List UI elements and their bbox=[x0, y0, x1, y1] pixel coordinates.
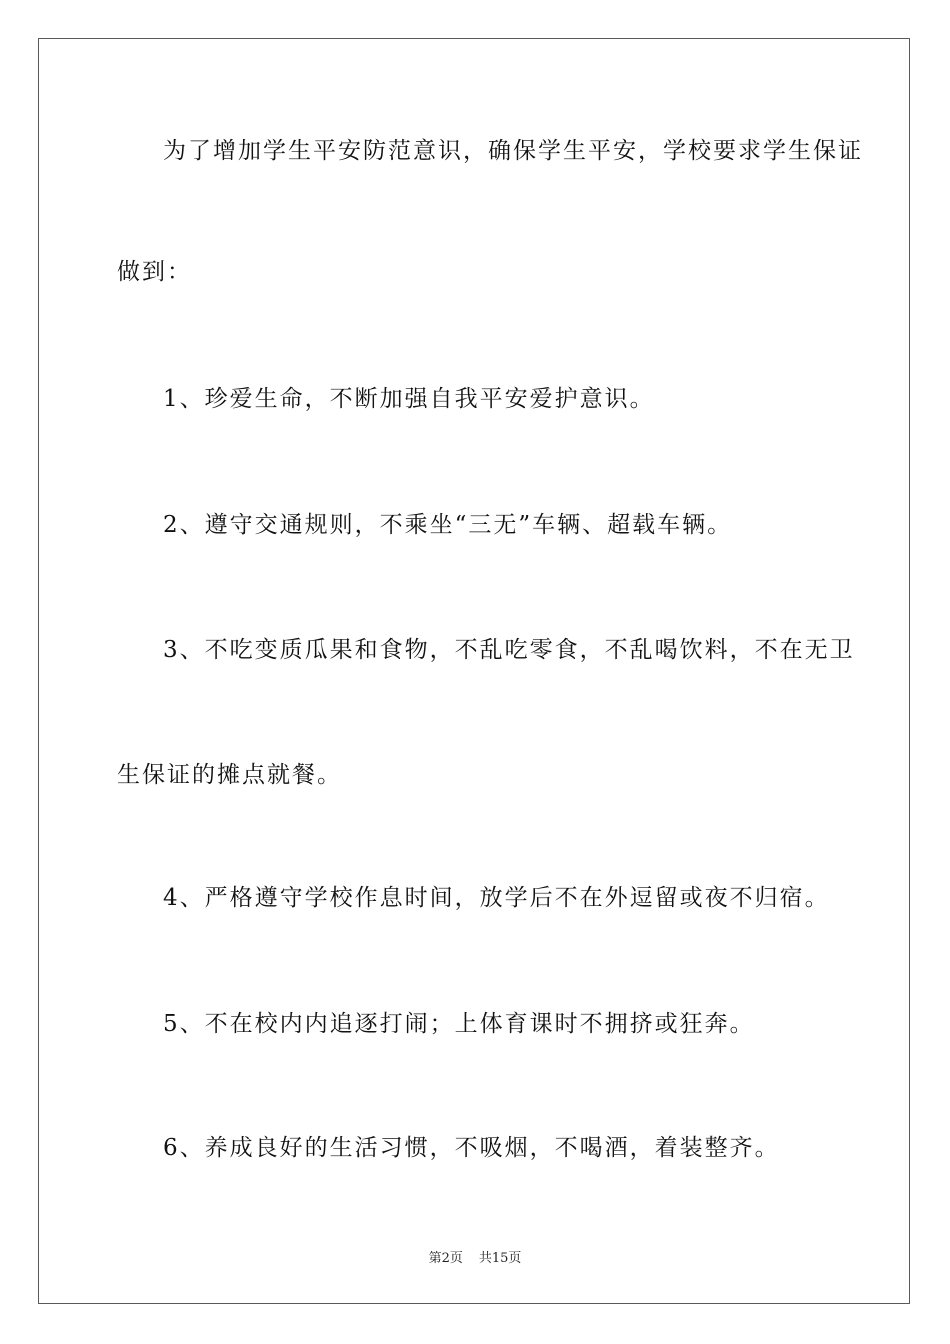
list-item-1: 1、珍爱生命，不断加强自我平安爱护意识。 bbox=[163, 386, 655, 412]
page-number: 第2页 bbox=[428, 1251, 463, 1266]
paragraph-intro-line-1: 为了增加学生平安防范意识，确保学生平安，学校要求学生保证 bbox=[163, 138, 863, 164]
list-item-3-line-2: 生保证的摊点就餐。 bbox=[117, 762, 342, 788]
list-item-3-line-1: 3、不吃变质瓜果和食物，不乱吃零食，不乱喝饮料，不在无卫 bbox=[163, 637, 855, 663]
paragraph-intro-line-2: 做到： bbox=[117, 259, 192, 285]
list-item-2: 2、遵守交通规则，不乘坐“三无”车辆、超载车辆。 bbox=[163, 512, 733, 538]
page-footer bbox=[0, 1247, 950, 1266]
total-pages: 共15页 bbox=[478, 1251, 522, 1266]
list-item-6: 6、养成良好的生活习惯，不吸烟，不喝酒，着装整齐。 bbox=[163, 1135, 780, 1161]
list-item-4: 4、严格遵守学校作息时间，放学后不在外逗留或夜不归宿。 bbox=[163, 885, 830, 911]
list-item-5: 5、不在校内内追逐打闹；上体育课时不拥挤或狂奔。 bbox=[163, 1011, 755, 1037]
page-border bbox=[38, 38, 910, 1304]
